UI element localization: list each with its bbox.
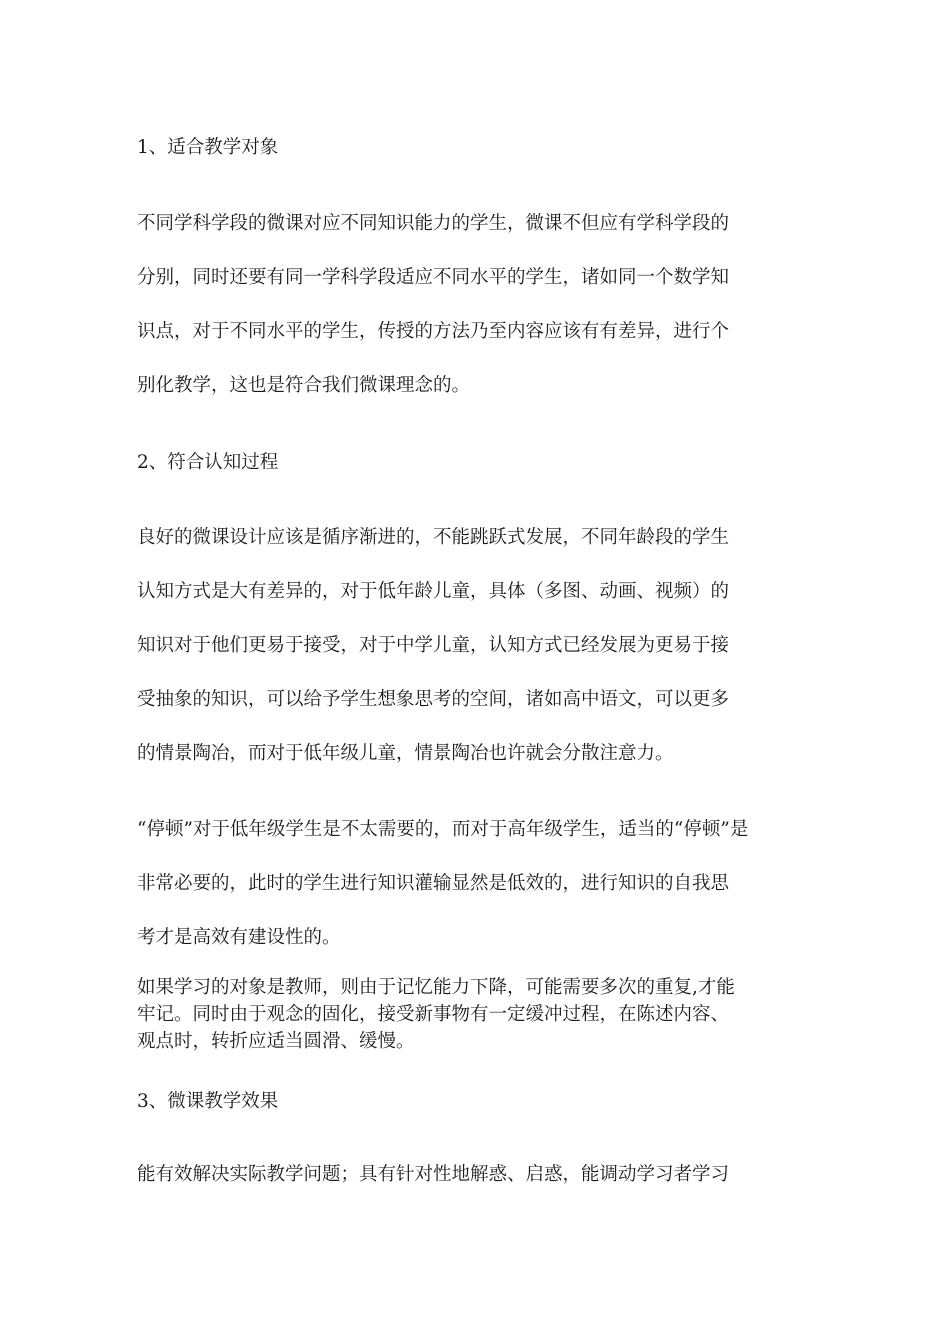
paragraph-line: 分别，同时还要有同一学科学段适应不同水平的学生，诸如同一个数学知	[137, 267, 730, 288]
paragraph-line: 知识对于他们更易于接受，对于中学儿童，认知方式已经发展为更易于接	[137, 635, 730, 656]
paragraph-line: 能有效解决实际教学问题；具有针对性地解惑、启惑，能调动学习者学习	[137, 1164, 730, 1185]
paragraph-line: “停顿”对于低年级学生是不太需要的，而对于高年级学生，适当的“停顿”是	[137, 819, 749, 840]
section-heading-1: 1、适合教学对象	[137, 137, 279, 158]
paragraph-line: 受抽象的知识，可以给予学生想象思考的空间，诸如高中语文，可以更多	[137, 689, 730, 710]
section-2-paragraph-1	[137, 511, 802, 781]
section-2-paragraph-2	[137, 803, 802, 965]
paragraph-line: 良好的微课设计应该是循序渐进的，不能跳跃式发展，不同年龄段的学生	[137, 527, 730, 548]
paragraph-line: 识点，对于不同水平的学生，传授的方法乃至内容应该有有差异，进行个	[137, 321, 730, 342]
paragraph-line: 非常必要的，此时的学生进行知识灌输显然是低效的，进行知识的自我思	[137, 873, 730, 894]
paragraph-line: 如果学习的对象是教师，则由于记忆能力下降，可能需要多次的重复,才能	[137, 977, 735, 998]
paragraph-line: 观点时，转折应适当圆滑、缓慢。	[137, 1031, 415, 1052]
section-1-paragraph	[137, 197, 802, 413]
section-heading-3: 3、微课教学效果	[137, 1091, 279, 1112]
section-2-paragraph-3	[137, 974, 802, 1055]
paragraph-line: 牢记。同时由于观念的固化，接受新事物有一定缓冲过程，在陈述内容、	[137, 1004, 730, 1025]
paragraph-line: 认知方式是大有差异的，对于低年龄儿童，具体（多图、动画、视频）的	[137, 581, 730, 602]
paragraph-line: 别化教学，这也是符合我们微课理念的。	[137, 375, 471, 396]
paragraph-line: 考才是高效有建设性的。	[137, 927, 341, 948]
paragraph-line: 不同学科学段的微课对应不同知识能力的学生，微课不但应有学科学段的	[137, 213, 730, 234]
section-heading-2: 2、符合认知过程	[137, 452, 279, 473]
paragraph-line: 的情景陶冶，而对于低年级儿童，情景陶冶也许就会分散注意力。	[137, 743, 674, 764]
section-3-paragraph	[137, 1148, 802, 1202]
